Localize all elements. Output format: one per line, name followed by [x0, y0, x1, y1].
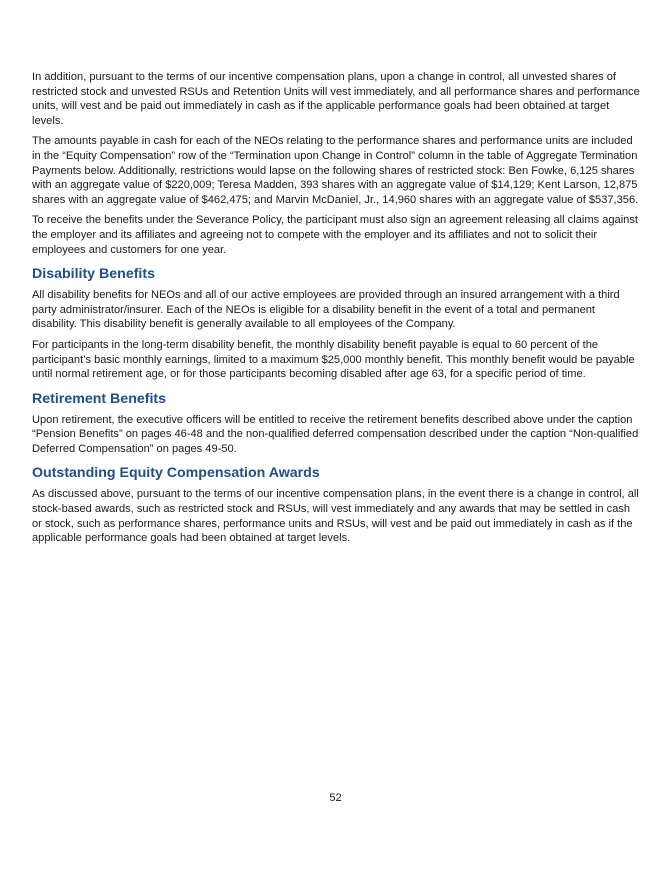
heading-retirement-benefits: Retirement Benefits: [32, 390, 167, 407]
paragraph-change-in-control-vesting: In addition, pursuant to the terms of our incentive compensation plans, upon a change in control, all unvested shares of restricted stock and unvested RSUs and Retention Units will vest immediately, and all performance shares and performance units, will vest and be paid out immediately in cash as if the applicable performance goals had been obtained at target levels.: [32, 71, 640, 127]
paragraph-equity-compensation-amounts: The amounts payable in cash for each of the NEOs relating to the performance shares and performance units are included in the “Equity Compensation” row of the “Termination upon Change in Control” column in the table of Aggregate Termination Payments below. Additionally, restrictions would lapse on the following shares of restricted stock: Ben Fowke, 6,125 shares with an aggregate value of $220,009; Teresa Madden, 393 shares with an aggregate value of $14,129; Kent Larson, 12,875 shares with an aggregate value of $462,475; and Marvin McDaniel, Jr., 14,960 shares with an aggregate value of $537,356.: [32, 135, 639, 206]
heading-disability-benefits: Disability Benefits: [32, 266, 155, 283]
paragraph-disability-arrangement: All disability benefits for NEOs and all of our active employees are provided through an insured arrangement with a third party administrator/insurer. Each of the NEOs is eligible for a disability benefit in the event of a total and permanent disability. This disability benefit is generally available to all employees of the Company.: [32, 289, 620, 331]
paragraph-retirement-benefits: Upon retirement, the executive officers will be entitled to receive the retirement benefits described above under the caption “Pension Benefits” on pages 46-48 and the non-qualified deferred compensation described under the caption “Non-qualified Deferred Compensation” on pages 49-50.: [32, 413, 639, 455]
heading-outstanding-equity-awards: Outstanding Equity Compensation Awards: [32, 465, 320, 482]
paragraph-disability-monthly-benefit: For participants in the long-term disability benefit, the monthly disability benefit payable is equal to 60 percent of the participant’s basic monthly earnings, limited to a maximum $25,000 monthly benefit. This monthly benefit would be payable until normal retirement age, or for those participants becoming disabled after age 63, for a specific period of time.: [32, 338, 635, 381]
page-number: 52: [329, 792, 342, 804]
paragraph-outstanding-equity-awards: As discussed above, pursuant to the terms of our incentive compensation plans, in the event there is a change in control, all stock-based awards, such as restricted stock and RSUs, will vest immediately and any awards that may be settled in cash or stock, such as performance shares, performance units and RSUs, will vest and be paid out immediately in cash as if the applicable performance goals had been obtained at target levels.: [32, 488, 639, 545]
paragraph-severance-release: To receive the benefits under the Severance Policy, the participant must also sign an agreement releasing all claims against the employer and its affiliates and agreeing not to compete with the employer and its affiliates and not to solicit their employees and customers for one year.: [32, 214, 638, 256]
document-body: [32, 70, 642, 552]
